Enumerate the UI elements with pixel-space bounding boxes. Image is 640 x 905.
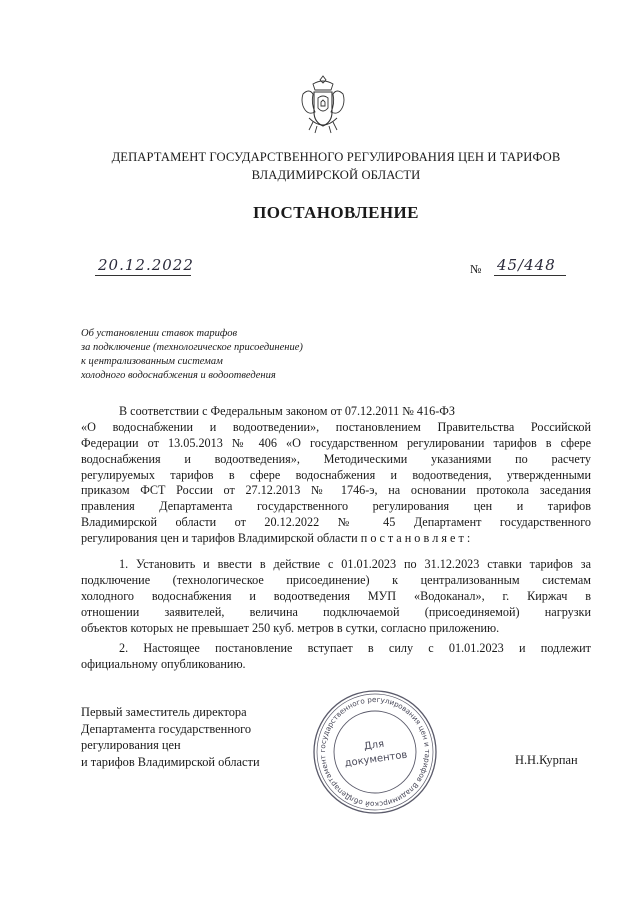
svg-text:Департамент государственного р [311, 688, 439, 816]
position-line: и тарифов Владимирской области [81, 754, 260, 769]
document-title: ПОСТАНОВЛЕНИЕ [253, 203, 419, 222]
number-sign: № [470, 262, 482, 276]
subject-line: за подключение (технологическое присоединение) [81, 342, 303, 353]
subject-line: к централизованным системам [81, 356, 223, 367]
clause-2-paragraph [81, 641, 591, 673]
document-subject [81, 327, 303, 383]
department-name-line2: ВЛАДИМИРСКОЙ ОБЛАСТИ [251, 168, 421, 182]
body-line: водоснабжения и водоотведения», Методическими указаниями по расчету [81, 451, 591, 466]
body-line: 2. Настоящее постановление вступает в силу с 01.01.2023 и подлежит [119, 641, 591, 655]
signatory-name: Н.Н.Курпан [515, 753, 578, 767]
clause-1-paragraph [81, 557, 591, 636]
body-line: официальному опубликованию. [81, 656, 246, 671]
position-line: Департамента государственного [81, 721, 252, 736]
body-line: Федерации от 13.05.2013 № 406 «О государственном регулировании тарифов в сфере [81, 435, 591, 450]
body-line: подключение (технологическое присоединение) к централизованным системам [81, 572, 591, 587]
stamp-center-line1: Для [363, 738, 385, 753]
official-stamp [311, 688, 439, 816]
coat-of-arms-emblem [299, 74, 347, 136]
document-date: 20.12.2022 [98, 256, 194, 274]
body-line: отношении заявителей, величина подключаемой (присоединяемой) нагрузки [81, 604, 591, 619]
subject-line: холодного водоснабжения и водоотведения [81, 370, 276, 381]
body-line: правления Департамента государственного регулирования цен и тарифов [81, 499, 591, 514]
date-underline [95, 275, 191, 276]
stamp-center-line2: документов [344, 749, 409, 770]
stamp-ring-text: Департамент государственного регулирования цен и тарифов Владимирской области [317, 694, 433, 810]
document-number: 45/448 [497, 256, 556, 274]
signatory-position [81, 704, 260, 770]
body-line: приказом ФСТ России от 27.12.2013 № 1746-э, на основании протокола заседания [81, 483, 591, 498]
body-line: регулирования цен и тарифов Владимирской области п о с т а н о в л я е т : [81, 531, 471, 546]
position-line: Первый заместитель директора [81, 705, 247, 719]
body-line: холодного водоснабжения и водоотведения МУП «Водоканал», г. Киржач в [81, 588, 591, 603]
body-line: В соответствии с Федеральным законом от 07.12.2011 № 416-ФЗ [119, 404, 456, 418]
subject-line: Об установлении ставок тарифов [81, 328, 238, 339]
position-line: регулирования цен [81, 738, 181, 753]
body-line: «О водоснабжении и водоотведении», постановлением Правительства Российской [81, 419, 591, 434]
body-line: регулируемых тарифов в сфере водоснабжения и водоотведения, утвержденными [81, 467, 591, 482]
body-line: Владимирской области от 20.12.2022 № 45 Департамент государственного [81, 515, 591, 530]
number-underline [494, 275, 566, 276]
body-line: объектов которых не превышает 250 куб. метров в сутки, согласно приложению. [81, 620, 500, 635]
body-line: 1. Установить и ввести в действие с 01.01.2023 по 31.12.2023 ставки тарифов за [119, 557, 591, 571]
department-name-line1: ДЕПАРТАМЕНТ ГОСУДАРСТВЕННОГО РЕГУЛИРОВАНИЯ ЦЕН И ТАРИФОВ [111, 150, 561, 164]
preamble-paragraph [81, 404, 591, 547]
